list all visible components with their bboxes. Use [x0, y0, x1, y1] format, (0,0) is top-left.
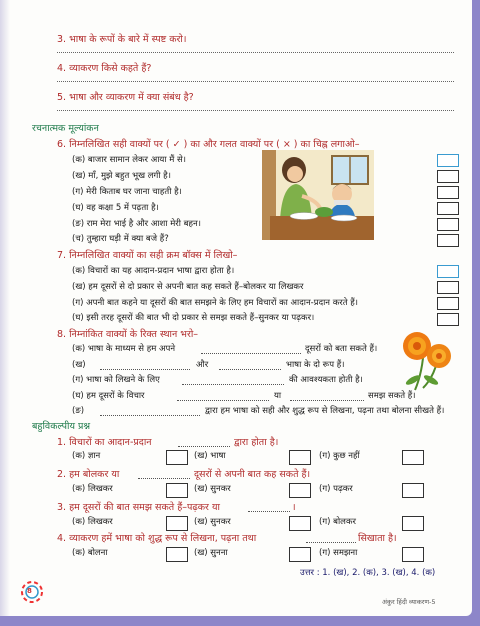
fill-blank[interactable]: [138, 478, 190, 479]
mcq-option: (ग) कुछ नहीं: [319, 451, 360, 461]
mcq-option-box[interactable]: [402, 483, 424, 498]
section-heading-mcq: बहुविकल्पीय प्रश्न: [32, 421, 91, 432]
q8-item-text: (ख): [72, 360, 86, 370]
mcq-option-box[interactable]: [402, 516, 424, 531]
question-3: 3. भाषा के रूपों के बारे में स्पष्ट करो।: [57, 34, 187, 45]
fill-blank[interactable]: [100, 369, 190, 370]
q6-answer-box[interactable]: [437, 202, 459, 215]
question-5: 5. भाषा और व्याकरण में क्या संबंध है?: [57, 92, 194, 103]
q6-item: (घ) वह कक्षा 5 में पढ़ता है।: [72, 203, 159, 213]
mcq-question: सिखाता है।: [358, 533, 397, 544]
mcq-option-box[interactable]: [289, 450, 311, 465]
q8-item-text: (घ) हम दूसरों के विचार: [72, 391, 145, 401]
mcq-option: (क) लिखकर: [72, 484, 113, 494]
mcq-option: (क) ज्ञान: [72, 451, 101, 461]
mcq-option: (ग) समझना: [319, 548, 358, 558]
answer-line: [57, 81, 454, 82]
mcq-option-box[interactable]: [166, 516, 188, 531]
mcq-option: (ग) पढ़कर: [319, 484, 353, 494]
q6-item: (ङ) राम मेरा भाई है और आशा मेरी बहन।: [72, 219, 201, 229]
question-4: 4. व्याकरण किसे कहते हैं?: [57, 63, 152, 74]
mcq-option-box[interactable]: [166, 483, 188, 498]
fill-blank[interactable]: [178, 446, 230, 447]
family-dinner-illustration: [262, 150, 374, 240]
fill-blank[interactable]: [306, 542, 356, 543]
q8-item-text: (ग) भाषा को लिखने के लिए: [72, 375, 160, 385]
q8-item-text: दूसरों को बता सकते हैं।: [305, 344, 378, 354]
mcq-option: (ख) सुनना: [194, 548, 228, 558]
answer-key: उत्तर : 1. (ख), 2. (क), 3. (ख), 4. (क): [300, 568, 436, 578]
mcq-question: दूसरों से अपनी बात कह सकते हैं।: [194, 469, 311, 480]
fill-blank[interactable]: [219, 369, 281, 370]
q8-item-text: और: [196, 360, 209, 370]
q8-item-text: (क) भाषा के माध्यम से हम अपने: [72, 344, 176, 354]
q7-item: (घ) इसी तरह दूसरों की बात भी दो प्रकार से समझ सकते हैं–सुनकर या पढ़कर।: [72, 313, 315, 323]
q8-item-text: या: [274, 391, 282, 401]
q7-order-box[interactable]: [437, 297, 459, 310]
marigold-flowers-illustration: [393, 328, 455, 394]
fill-blank[interactable]: [100, 415, 200, 416]
fill-blank[interactable]: [177, 400, 269, 401]
q6-item: (क) बाजार सामान लेकर आया मैं से।: [72, 155, 186, 165]
answer-line: [57, 52, 454, 53]
page-number: 8: [27, 587, 32, 595]
fill-blank[interactable]: [290, 400, 364, 401]
q7-order-box[interactable]: [437, 313, 459, 326]
mcq-option-box[interactable]: [402, 547, 424, 562]
mcq-option: (क) बोलना: [72, 548, 108, 558]
mcq-option: (क) लिखकर: [72, 517, 113, 527]
q7-item: (ख) हम दूसरों से दो प्रकार से अपनी बात कह सकते हैं–बोलकर या लिखकर: [72, 282, 304, 292]
footer-book-title: अंकुर हिंदी व्याकरण-5: [382, 598, 436, 606]
q7-order-box[interactable]: [437, 265, 459, 278]
fill-blank[interactable]: [248, 511, 290, 512]
mcq-option: (ख) सुनकर: [194, 517, 231, 527]
q6-answer-box[interactable]: [437, 218, 459, 231]
mcq-option-box[interactable]: [289, 547, 311, 562]
mcq-option-box[interactable]: [166, 547, 188, 562]
q7-title: 7. निम्नलिखित वाक्यों का सही क्रम बॉक्स में लिखो–: [57, 250, 238, 261]
section-heading-rachnatmak: रचनात्मक मूल्यांकन: [32, 123, 99, 134]
publisher-logo-icon: [20, 580, 44, 604]
q7-item: (क) विचारों का यह आदान-प्रदान भाषा द्वारा होता है।: [72, 266, 235, 276]
q6-answer-box[interactable]: [437, 170, 459, 183]
mcq-option-box[interactable]: [289, 516, 311, 531]
mcq-question: द्वारा होता है।: [234, 437, 279, 448]
q6-item: (ख) माँ, मुझे बहुत भूख लगी है।: [72, 171, 171, 181]
page-fold-shadow: [0, 0, 10, 616]
q6-title: 6. निम्नलिखित सही वाक्यों पर ( ✓ ) का और गलत वाक्यों पर ( × ) का चिह्न लगाओ–: [57, 139, 360, 150]
mcq-question: 3. हम दूसरों की बात समझ सकते हैं–पढ़कर या: [57, 502, 220, 513]
answer-line: [57, 110, 454, 111]
mcq-question: 1. विचारों का आदान-प्रदान: [57, 437, 152, 448]
q6-answer-box[interactable]: [437, 186, 459, 199]
q8-item-text: भाषा के दो रूप हैं।: [286, 360, 345, 370]
mcq-option-box[interactable]: [402, 450, 424, 465]
q8-item-text: की आवश्यकता होती है।: [289, 375, 363, 385]
mcq-option: (ख) सुनकर: [194, 484, 231, 494]
mcq-question: 4. व्याकरण हमें भाषा को शुद्ध रूप से लिखना, पढ़ना तथा: [57, 533, 257, 544]
mcq-question: 2. हम बोलकर या: [57, 469, 120, 480]
q6-answer-box[interactable]: [437, 234, 459, 247]
mcq-option-box[interactable]: [166, 450, 188, 465]
q7-order-box[interactable]: [437, 281, 459, 294]
mcq-option: (ग) बोलकर: [319, 517, 356, 527]
mcq-question: ।: [292, 502, 296, 513]
q8-item-text: (ङ): [72, 406, 85, 416]
q7-item: (ग) अपनी बात कहने या दूसरों की बात समझने के लिए हम विचारों का आदान-प्रदान करते हैं।: [72, 298, 358, 308]
mcq-option-box[interactable]: [289, 483, 311, 498]
q6-answer-box[interactable]: [437, 154, 459, 167]
q6-item: (च) तुम्हारा घड़ी में क्या बजे हैं?: [72, 234, 169, 244]
q6-item: (ग) मेरी किताब घर जाना चाहती है।: [72, 187, 182, 197]
fill-blank[interactable]: [201, 353, 301, 354]
mcq-option: (ख) भाषा: [194, 451, 226, 461]
q8-title: 8. निम्नांकित वाक्यों के रिक्त स्थान भरो–: [57, 329, 199, 340]
q8-item-text: द्वारा हम भाषा को सही और शुद्ध रूप से लिखना, पढ़ना तथा बोलना सीखते हैं।: [205, 406, 445, 416]
fill-blank[interactable]: [182, 384, 284, 385]
q8-item-text: समझ सकते हैं।: [368, 391, 416, 401]
